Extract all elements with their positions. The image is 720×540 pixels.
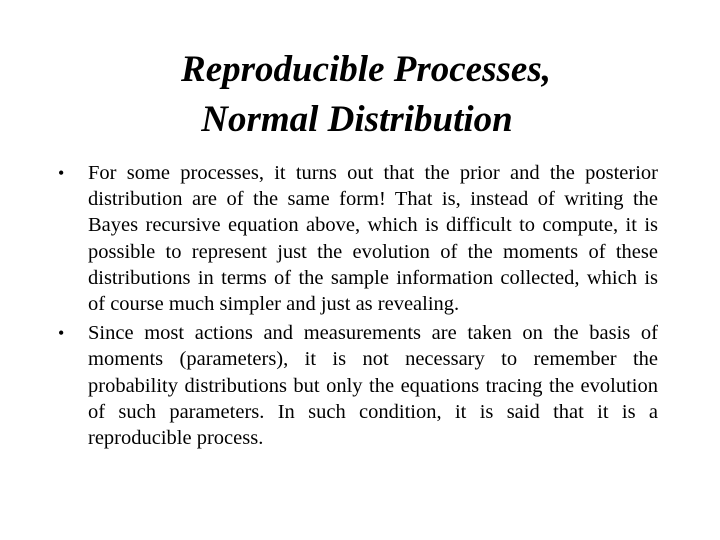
bullet-text: For some processes, it turns out that the prior and the posterior distribution are of the same form! That is, instead of writing the Bayes recursive equation above, which is difficult to compute, it is possible to represent just the evolution of the moments of these distributions in terms of the sample information collected, which is of course much simpler and just as revealing. [88,162,658,316]
title-line-2: Normal Distribution [201,99,513,140]
title-line-1: Reproducible Processes, [181,49,551,90]
bullet-item [58,160,658,317]
bullet-item [58,320,658,451]
slide-title [0,45,720,145]
bullet-text: Since most actions and measurements are taken on the basis of moments (parameters), it is not necessary to remember the probability distributions but only the equations tracing the evolution of such parameters. In such condition, it is said that it is a reproducible process. [88,322,658,450]
bullet-list [58,160,658,451]
bullet-icon: • [58,163,65,183]
bullet-icon: • [58,323,65,344]
